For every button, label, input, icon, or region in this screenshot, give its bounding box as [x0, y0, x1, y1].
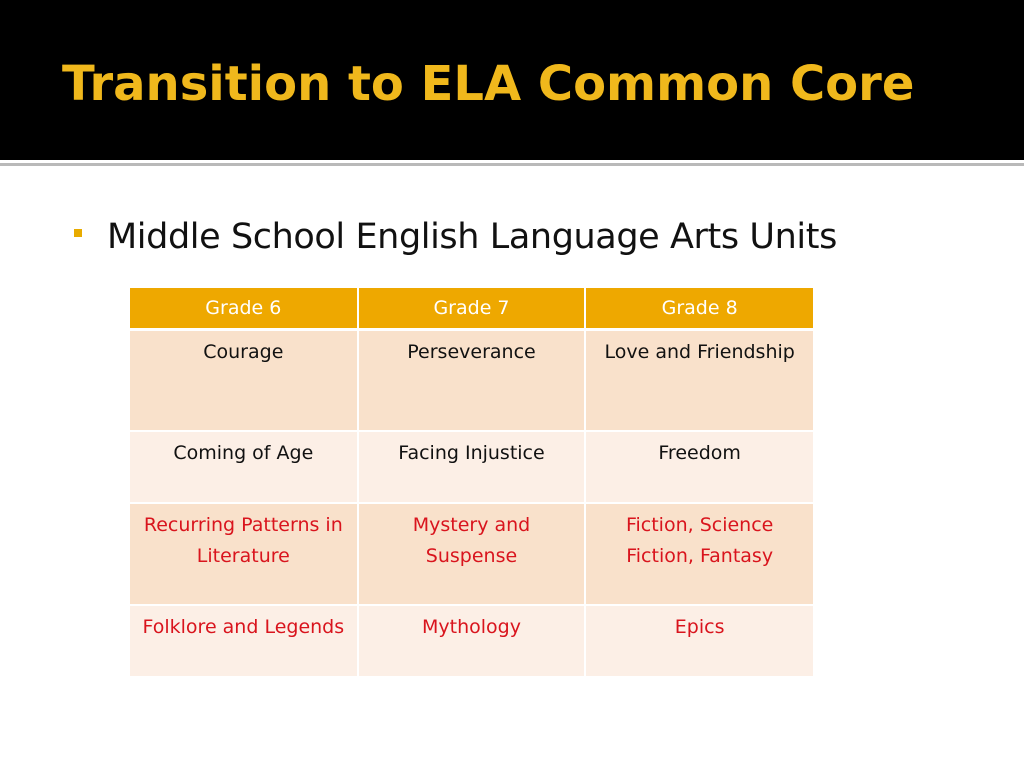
table-cell: Folklore and Legends — [130, 605, 358, 677]
table-cell: Perseverance — [358, 330, 586, 432]
table-cell: Mythology — [358, 605, 586, 677]
bullet-item — [74, 212, 837, 262]
table-cell: Freedom — [585, 431, 813, 503]
table-cell: Recurring Patterns in Literature — [130, 503, 358, 605]
table-cell: Love and Friendship — [585, 330, 813, 432]
bullet-text: Middle School English Language Arts Units — [107, 217, 837, 257]
table-cell: Mystery and Suspense — [358, 503, 586, 605]
column-header-grade-8: Grade 8 — [585, 288, 813, 330]
title-bar — [0, 0, 1024, 160]
table-row — [130, 330, 813, 432]
table-cell: Epics — [585, 605, 813, 677]
table-header-row — [130, 288, 813, 330]
table-row — [130, 431, 813, 503]
table-row — [130, 605, 813, 677]
table-cell: Fiction, Science Fiction, Fantasy — [585, 503, 813, 605]
table-cell: Courage — [130, 330, 358, 432]
table-row — [130, 503, 813, 605]
square-bullet-icon — [74, 229, 82, 237]
column-header-grade-7: Grade 7 — [358, 288, 586, 330]
units-table — [130, 288, 813, 678]
title-divider — [0, 163, 1024, 166]
column-header-grade-6: Grade 6 — [130, 288, 358, 330]
table-cell: Facing Injustice — [358, 431, 586, 503]
table-cell: Coming of Age — [130, 431, 358, 503]
slide-title: Transition to ELA Common Core — [62, 56, 915, 112]
